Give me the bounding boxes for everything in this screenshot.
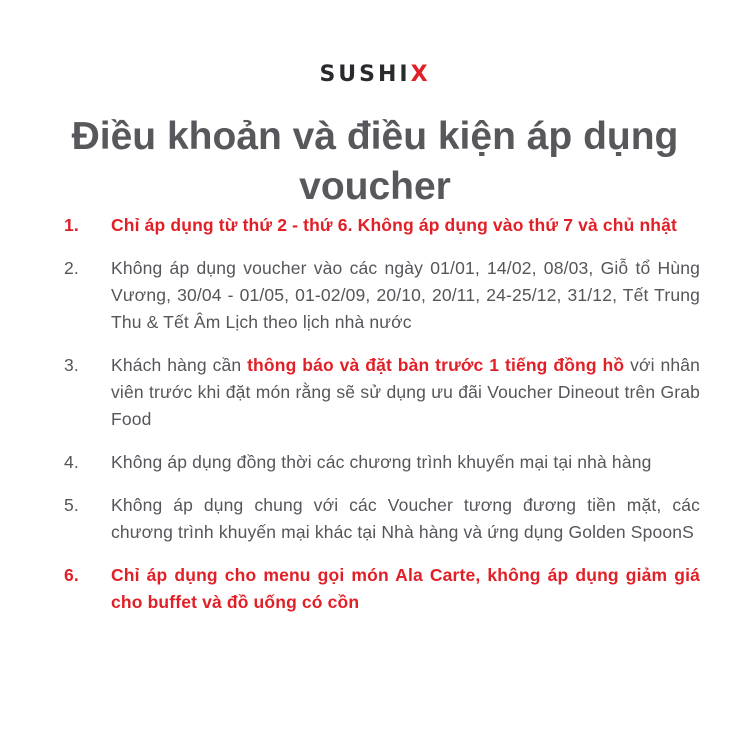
- term-item-6: [64, 562, 700, 616]
- term-text: [111, 352, 700, 433]
- term-item-4: [64, 449, 700, 476]
- term-item-3: [64, 352, 700, 433]
- term-text: Không áp dụng chung với các Voucher tương đương tiền mặt, các chương trình khuyến mại khác tại Nhà hàng và ứng dụng Golden SpoonS: [111, 495, 700, 542]
- term-number: 1.: [64, 215, 79, 235]
- sushix-logo: [0, 62, 750, 87]
- page-title: Điều khoản và điều kiện áp dụng voucher: [71, 115, 679, 208]
- term-number: 2.: [64, 258, 79, 278]
- term-text: Chỉ áp dụng từ thứ 2 - thứ 6. Không áp dụng vào thứ 7 và chủ nhật: [111, 215, 677, 235]
- term-text: Không áp dụng đồng thời các chương trình khuyến mại tại nhà hàng: [111, 452, 652, 472]
- term-highlight: thông báo và đặt bàn trước 1 tiếng đồng hồ: [247, 355, 625, 375]
- term-item-5: [64, 492, 700, 546]
- term-number: 5.: [64, 495, 79, 515]
- term-text: Không áp dụng voucher vào các ngày 01/01, 14/02, 08/03, Giỗ tổ Hùng Vương, 30/04 - 01/05, 01-02/09, 20/10, 20/11, 24-25/12, 31/12, Tết Trung Thu & Tết Âm Lịch theo lịch nhà nước: [111, 258, 700, 332]
- logo-text: SUSHI: [319, 62, 411, 87]
- term-text-after: với nhân viên trước khi đặt món rằng sẽ sử dụng ưu đãi Voucher Dineout trên Grab Food: [111, 355, 700, 429]
- term-number: 3.: [64, 355, 79, 375]
- term-text-before: Khách hàng cần: [111, 355, 248, 375]
- term-number: 4.: [64, 452, 79, 472]
- terms-list: [64, 212, 700, 632]
- logo-accent-letter: X: [410, 62, 431, 87]
- term-number: 6.: [64, 565, 79, 585]
- term-text: Chỉ áp dụng cho menu gọi món Ala Carte, không áp dụng giảm giá cho buffet và đồ uống có cồn: [111, 565, 700, 612]
- term-item-1: [64, 212, 700, 239]
- term-item-2: [64, 255, 700, 336]
